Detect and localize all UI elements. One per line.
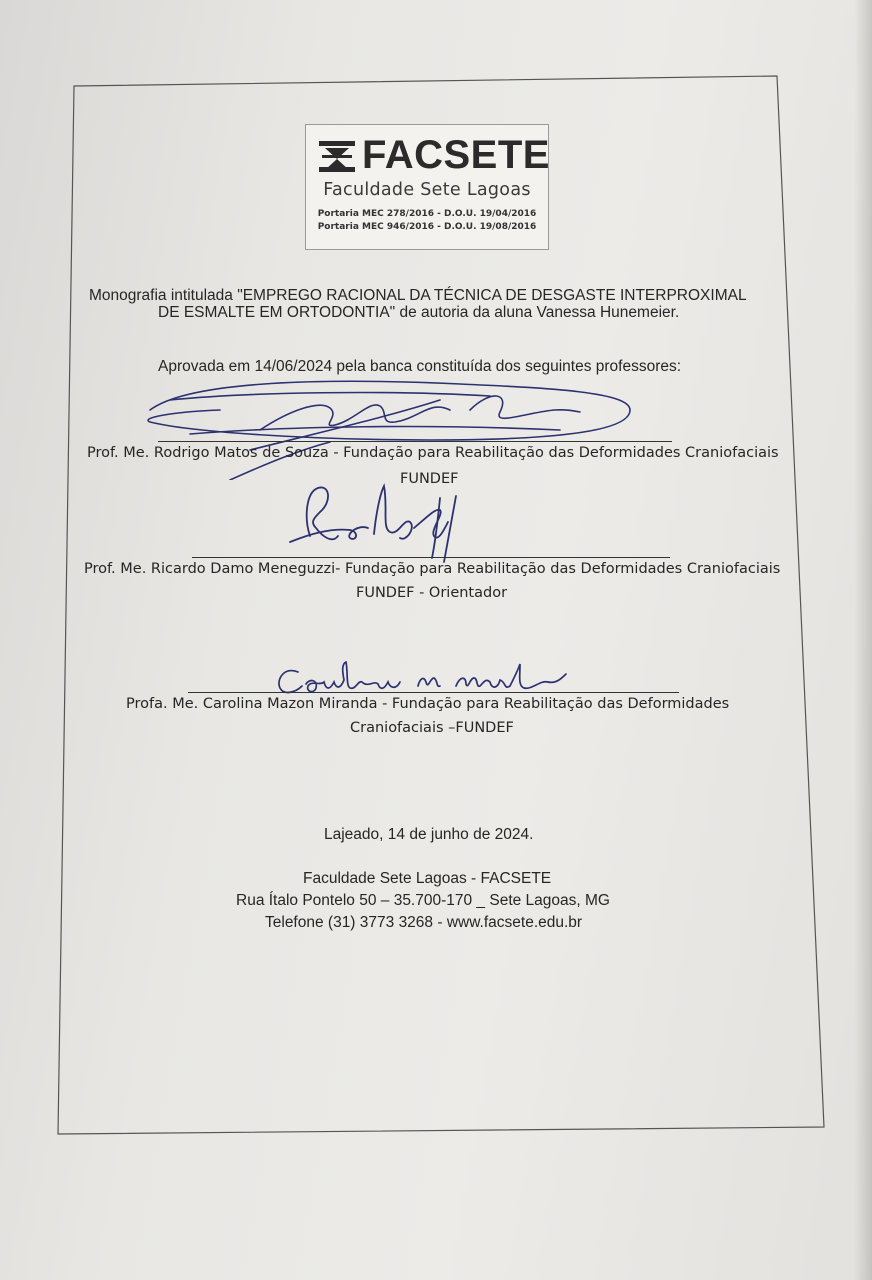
examiner-1-line-2: FUNDEF: [400, 471, 459, 487]
logo-subtitle: Faculdade Sete Lagoas: [323, 180, 531, 200]
footer-institution: Faculdade Sete Lagoas - FACSETE: [303, 870, 552, 887]
logo-portaria-2: Portaria MEC 946/2016 - D.O.U. 19/08/2016: [317, 222, 537, 232]
examiner-2-line-1: Prof. Me. Ricardo Damo Meneguzzi- Fundação para Reabilitação das Deformidades Craniofaciais: [84, 561, 781, 577]
logo-portaria-1: Portaria MEC 278/2016 - D.O.U. 19/04/2016: [317, 209, 537, 219]
signature-1: [130, 370, 650, 480]
intro-line-1: Monografia intitulada "EMPREGO RACIONAL DA TÉCNICA DE DESGASTE INTERPROXIMAL: [89, 287, 747, 304]
logo-name: FACSETE: [362, 133, 550, 177]
signature-line-3: [188, 692, 679, 693]
signature-line-2: [192, 557, 670, 558]
approval-statement: Aprovada em 14/06/2024 pela banca constituída dos seguintes professores:: [158, 358, 682, 375]
signature-2: [280, 478, 480, 568]
examiner-2-line-2: FUNDEF - Orientador: [356, 585, 508, 601]
place-date: Lajeado, 14 de junho de 2024.: [324, 826, 534, 843]
footer-address: Rua Ítalo Pontelo 50 – 35.700-170 _ Sete Lagoas, MG: [236, 892, 610, 909]
examiner-3-line-1: Profa. Me. Carolina Mazon Miranda - Fundação para Reabilitação das Deformidades: [126, 696, 730, 712]
intro-line-2: DE ESMALTE EM ORTODONTIA" de autoria da aluna Vanessa Hunemeier.: [158, 304, 680, 321]
facsete-logo: [305, 124, 549, 250]
footer-contact: Telefone (31) 3773 3268 - www.facsete.edu.br: [265, 914, 583, 931]
signature-line-1: [158, 441, 672, 442]
facsete-emblem-icon: [318, 139, 358, 173]
examiner-1-line-1: Prof. Me. Rodrigo Matos de Souza - Fundação para Reabilitação das Deformidades Craniofaciais: [87, 445, 779, 461]
examiner-3-line-2: Craniofaciais –FUNDEF: [350, 720, 514, 736]
